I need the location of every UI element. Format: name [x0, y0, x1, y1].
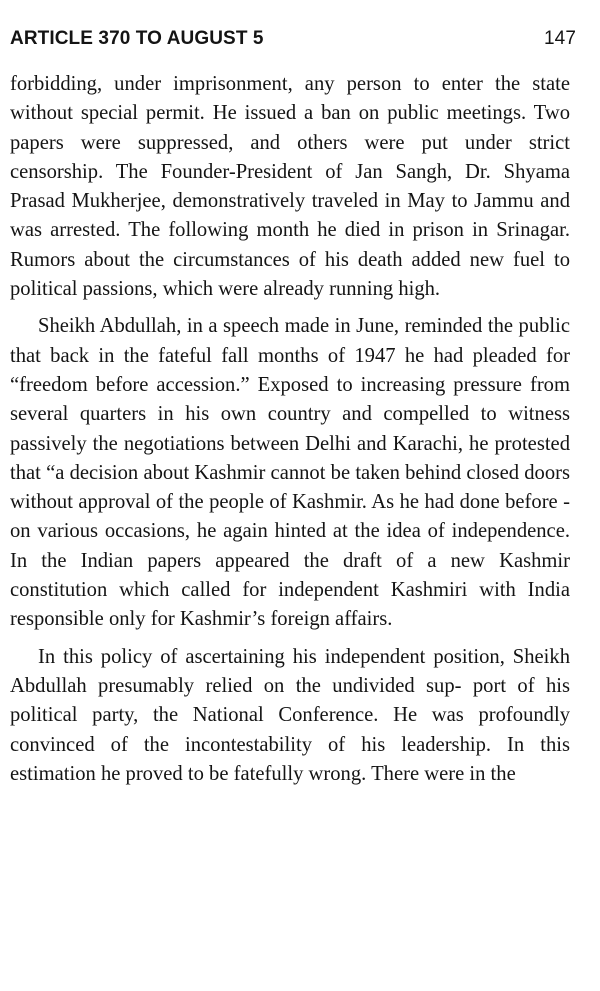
page-number: 147	[543, 28, 576, 49]
running-title: ARTICLE 370 TO AUGUST 5	[10, 28, 264, 49]
running-header	[10, 28, 576, 52]
paragraph-2: Sheikh Abdullah, in a speech made in June, reminded the public that back in the fateful fall months of 1947 he had pleaded for “freedom before accession.” Exposed to increasing pressure from several quarters in his own country and compelled to witness passively the negotiations between Delhi and Karachi, he protested that “a decision about Kashmir cannot be taken behind closed doors without approval of the people of Kashmir. As he had done before - on various occasions, he again hinted at the idea of independence. In the Indian papers appeared the draft of a new Kashmir constitution which called for independent Kashmiri with India responsible only for Kashmir’s foreign affairs.	[10, 315, 570, 631]
paragraph-3: In this policy of ascertaining his independent position, Sheikh Abdullah presumably relied on the undivided sup- port of his political party, the National Conference. He was profoundly convinced of the incontestability of his leadership. In this estimation he proved to be fatefully wrong. There were in the	[10, 645, 570, 785]
paragraph-1: forbidding, under imprisonment, any person to enter the state without special permit. He issued a ban on public meetings. Two papers were suppressed, and others were put under strict censorship. The Founder-President of Jan Sangh, Dr. Shyama Prasad Mukherjee, demonstratively traveled in May to Jammu and was arrested. The following month he died in prison in Srinagar. Rumors about the circumstances of his death added new fuel to political passions, which were already running high.	[10, 73, 570, 301]
body-text	[10, 70, 570, 789]
